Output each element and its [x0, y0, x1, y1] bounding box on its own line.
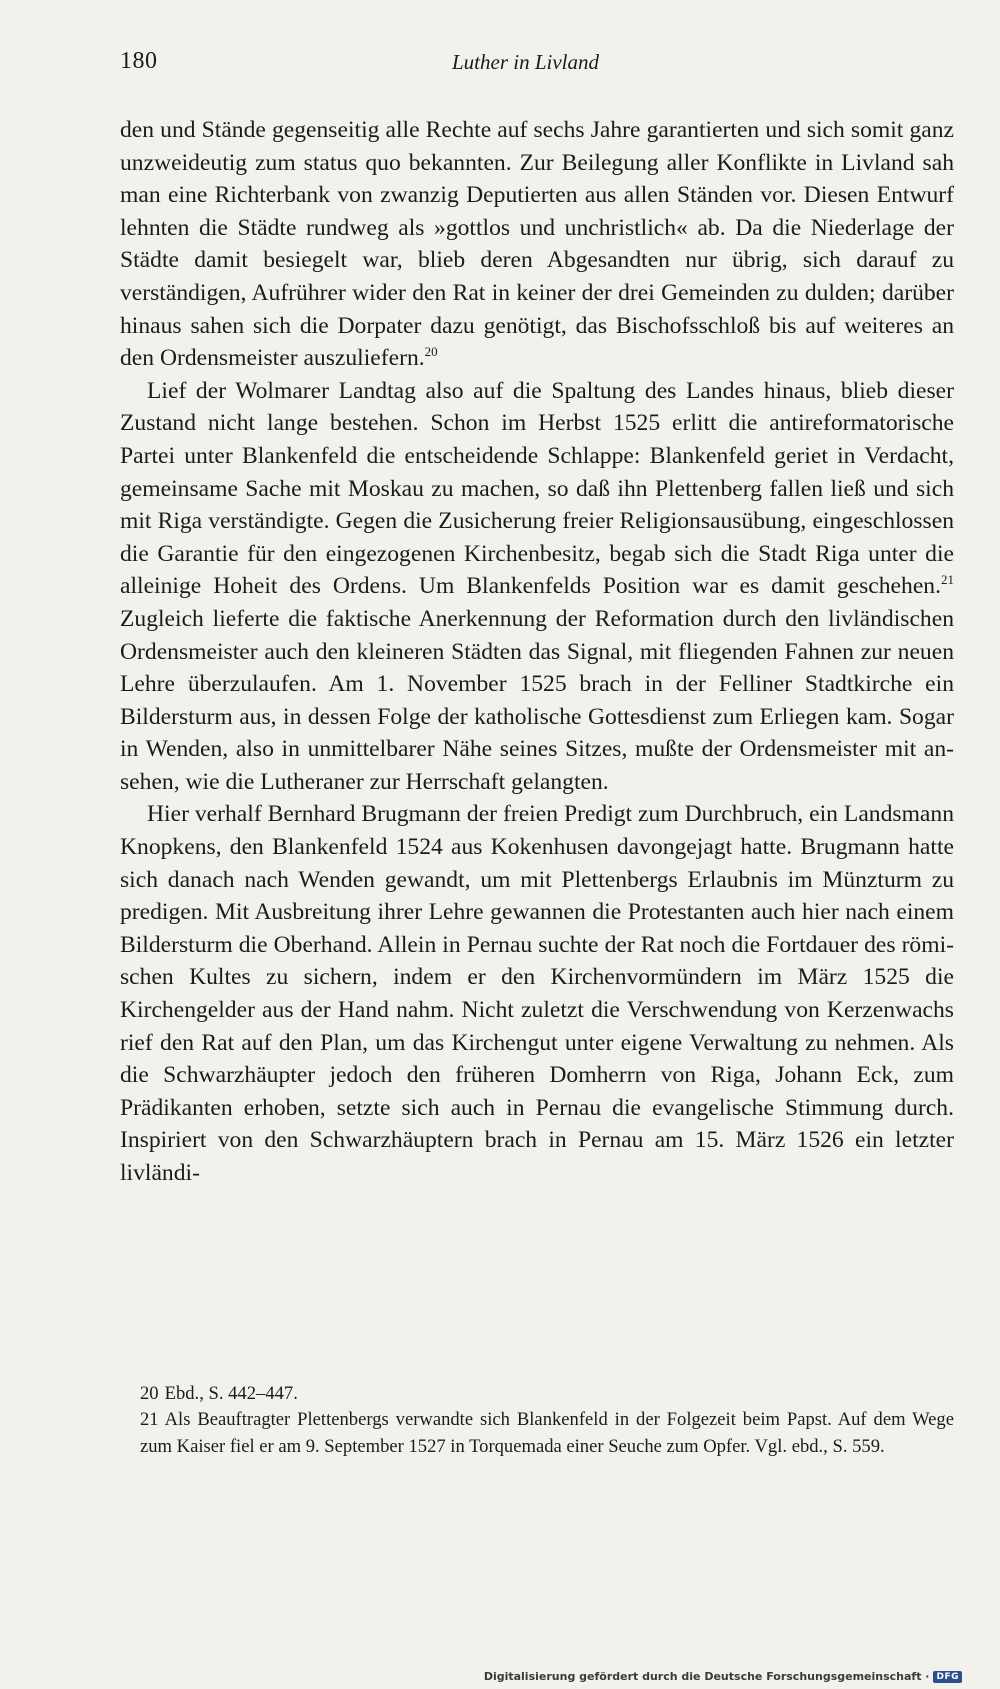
paragraph-1	[120, 114, 954, 375]
body-text	[120, 114, 954, 1190]
page-number: 180	[120, 48, 158, 74]
footnote-number: 20	[140, 1383, 159, 1404]
paragraph-2-text-a: Lief der Wolmarer Landtag also auf die Spaltung des Landes hinaus, blieb dieser Zustand nicht lange bestehen. Schon im Herbst 1525 erlitt die antireformatorische Partei unter Blankenfeld die entscheidende Schlappe: Blankenfeld geriet in Verdacht, gemeinsame Sache mit Moskau zu machen, so daß ihn Plettenberg fallen ließ und sich mit Riga verständigte. Gegen die Zusicherung freier Religionsausübung, eingeschlossen die Garantie für den eingezogenen Kirchenbesitz, begab sich die Stadt Riga unter die alleinige Hoheit des Ordens. Um Blankenfelds Position war es damit geschehen.	[120, 377, 954, 600]
footnote-text: Ebd., S. 442–447.	[164, 1383, 298, 1404]
paragraph-3	[120, 798, 954, 1189]
paragraph-2-text-b: Zugleich lieferte die faktische Anerkennung der Reformation durch den livländischen Ordensmeister auch den kleineren Städten das Signal, mit fliegenden Fahnen zur neuen Lehre überzulaufen. Am 1. November 1525 brach in der Felliner Stadtkirche ein Bildersturm aus, in dessen Folge der katholische Gottesdienst zum Erliegen kam. Sogar in Wenden, also in unmittelbarer Nähe seines Sitzes, mußte der Ordensmeister mit ansehen, wie die Lutheraner zur Herrschaft gelangten.	[120, 605, 954, 795]
footnote-ref-21: 21	[941, 572, 954, 588]
dfg-logo-icon: DFG	[933, 1671, 962, 1683]
running-head	[120, 48, 950, 84]
paragraph-3-text: Hier verhalf Bernhard Brugmann der freien Predigt zum Durchbruch, ein Landsmann Knopkens, den Blankenfeld 1524 aus Kokenhusen davongejagt hatte. Brugmann hatte sich danach nach Wenden gewandt, um mit Plettenbergs Erlaubnis im Münzturm zu predigen. Mit Ausbreitung ihrer Lehre gewannen die Protestanten auch hier nach einem Bildersturm die Oberhand. Allein in Pernau suchte der Rat noch die Fortdauer des römischen Kultes zu sichern, indem er den Kirchenvormündern im März 1525 die Kirchengelder aus der Hand nahm. Nicht zuletzt die Verschwendung von Kerzenwachs rief den Rat auf den Plan, um das Kirchengut unter eigene Verwaltung zu nehmen. Als die Schwarzhäupter jedoch den früheren Domherrn von Riga, Johann Eck, zum Prädikanten erhoben, setzte sich auch in Pernau die evangelische Stimmung durch. Inspiriert von den Schwarzhäuptern brach in Pernau am 15. März 1526 ein letzter livländi-	[120, 801, 954, 1186]
footnote-21	[120, 1407, 954, 1460]
digitization-credit	[484, 1670, 962, 1683]
paragraph-1-text: den und Stände gegenseitig alle Rechte auf sechs Jahre garantierten und sich somit ganz unzweideutig zum status quo bekannten. Zur Beilegung aller Konflikte in Livland sah man eine Richterbank von zwanzig Deputierten aus allen Ständen vor. Diesen Entwurf lehnten die Städte rundweg als »gottlos und unchristlich« ab. Da die Niederlage der Städte damit besiegelt war, blieb deren Abgesandten nur übrig, sich darauf zu verständigen, Aufrührer wider den Rat in keiner der drei Gemeinden zu dulden; darüber hinaus sahen sich die Dorpater dazu genötigt, das Bischofsschloß bis auf weiteres an den Ordensmeister auszuliefern.	[120, 117, 954, 372]
footnote-number: 21	[140, 1409, 159, 1431]
credit-text: Digitalisierung gefördert durch die Deutsche Forschungsgemeinschaft ·	[483, 1670, 930, 1683]
running-title: Luther in Livland	[452, 50, 600, 74]
footnote-20	[120, 1381, 954, 1407]
footnote-ref-20: 20	[424, 344, 438, 360]
paragraph-2	[120, 375, 954, 799]
footnotes	[120, 1381, 954, 1460]
footnote-text: Als Beauftragter Plettenbergs verwandte sich Blankenfeld in der Folgezeit beim Papst. Auf dem Wege zum Kaiser fiel er am 9. September 1527 in Torquemada einer Seuche zum Opfer. Vgl. ebd., S. 559.	[140, 1409, 954, 1457]
